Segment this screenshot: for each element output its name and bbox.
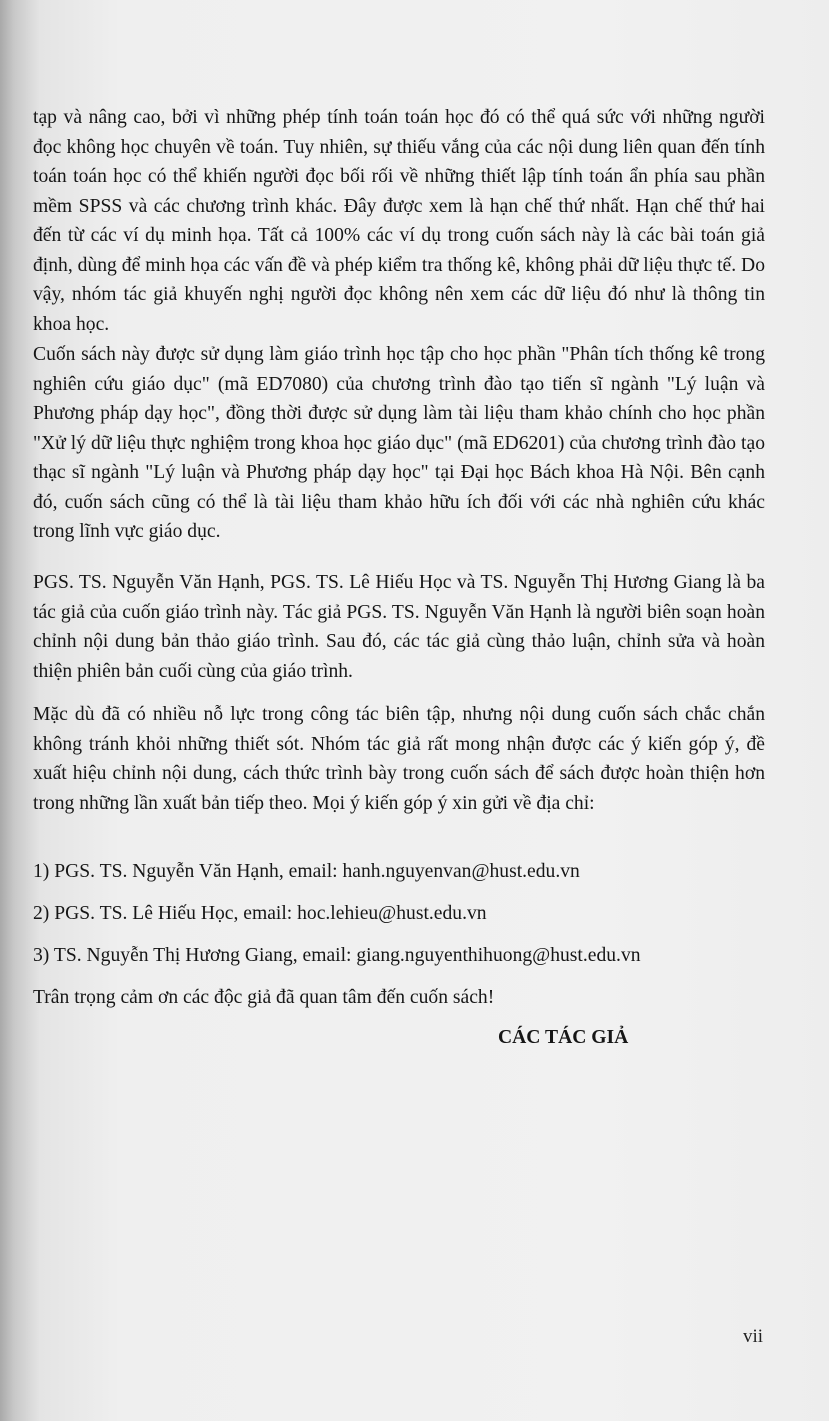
contact-line: 1) PGS. TS. Nguyễn Văn Hạnh, email: hanh.nguyenvan@hust.edu.vn [33,861,580,882]
signature: CÁC TÁC GIẢ [498,1027,629,1048]
contact-line: 2) PGS. TS. Lê Hiếu Học, email: hoc.lehieu@hust.edu.vn [33,903,487,924]
thanks-line: Trân trọng cảm ơn các độc giả đã quan tâm đến cuốn sách! [33,987,495,1008]
contact-line: 3) TS. Nguyễn Thị Hương Giang, email: giang.nguyenthihuong@hust.edu.vn [33,945,641,966]
paragraph-usage: Cuốn sách này được sử dụng làm giáo trình học tập cho học phần "Phân tích thống kê trong nghiên cứu giáo dục" (mã ED7080) của chương trình đào tạo tiến sĩ ngành "Lý luận và Phương pháp dạy học", đồng thời được sử dụng làm tài liệu tham khảo chính cho học phần "Xử lý dữ liệu thực nghiệm trong khoa học giáo dục" (mã ED6201) của chương trình đào tạo thạc sĩ ngành "Lý luận và Phương pháp dạy học" tại Đại học Bách khoa Hà Nội. Bên cạnh đó, cuốn sách cũng có thể là tài liệu tham khảo hữu ích đối với các nhà nghiên cứu khác trong lĩnh vực giáo dục. [33,344,765,542]
page-number: vii [743,1326,764,1347]
paragraph-limitations: tạp và nâng cao, bởi vì những phép tính toán toán học đó có thể quá sức với những người đọc không học chuyên về toán. Tuy nhiên, sự thiếu vắng của các nội dung liên quan đến tính toán toán học có thể khiến người đọc bối rối về những thiết lập tính toán ẩn phía sau phần mềm SPSS và các chương trình khác. Đây được xem là hạn chế thứ nhất. Hạn chế thứ hai đến từ các ví dụ minh họa. Tất cả 100% các ví dụ trong cuốn sách này là các bài toán giả định, dùng để minh họa các vấn đề và phép kiểm tra thống kê, không phải dữ liệu thực tế. Do vậy, nhóm tác giả khuyến nghị người đọc không nên xem các dữ liệu đó như là thông tin khoa học. [33,107,765,335]
paragraph-feedback: Mặc dù đã có nhiều nỗ lực trong công tác biên tập, nhưng nội dung cuốn sách chắc chắn không tránh khỏi những thiết sót. Nhóm tác giả rất mong nhận được các ý kiến góp ý, đề xuất hiệu chỉnh nội dung, cách thức trình bày trong cuốn sách để sách được hoàn thiện hơn trong những lần xuất bản tiếp theo. Mọi ý kiến góp ý xin gửi về địa chỉ: [33,704,765,814]
paragraph-authors: PGS. TS. Nguyễn Văn Hạnh, PGS. TS. Lê Hiếu Học và TS. Nguyễn Thị Hương Giang là ba tác giả của cuốn giáo trình này. Tác giả PGS. TS. Nguyễn Văn Hạnh là người biên soạn hoàn chỉnh nội dung bản thảo giáo trình. Sau đó, các tác giả cùng thảo luận, chỉnh sửa và hoàn thiện phiên bản cuối cùng của giáo trình. [33,572,765,682]
